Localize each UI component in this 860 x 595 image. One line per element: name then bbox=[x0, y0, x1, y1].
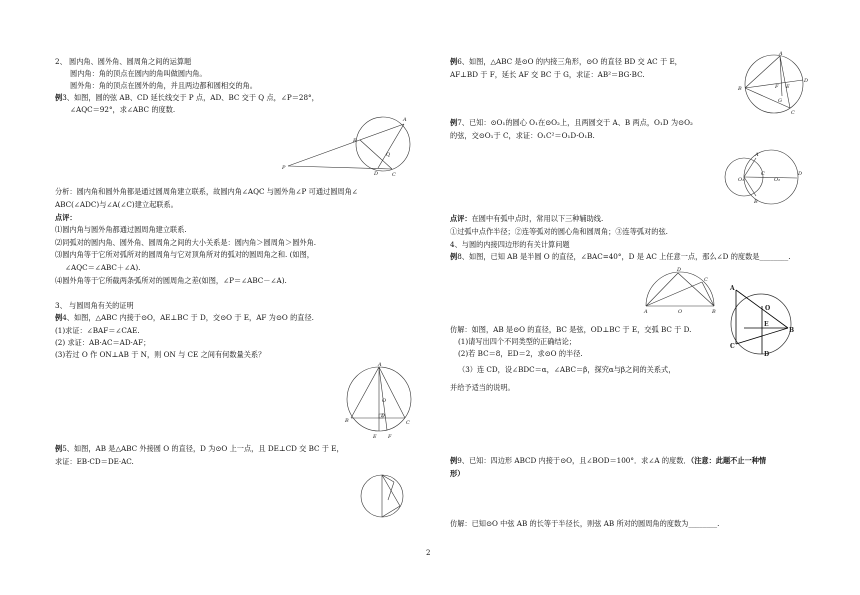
fig4-label-c: C bbox=[406, 420, 410, 426]
example9-line1: 例9、已知：四边形 ABCD 内接于⊙O，且∠BOD＝100°．求∠A 的度数．（注意：此题不止一种情 bbox=[450, 456, 767, 465]
analysis-line2: ABC(∠ADC)与∠A(∠C)建立起联系。 bbox=[55, 200, 178, 209]
fig8a-label-a: A bbox=[644, 309, 648, 315]
fig8a-label-c: C bbox=[704, 277, 708, 283]
example8-followup-3: (2)若 BC＝8，ED＝2，求⊙O 的半径. bbox=[458, 349, 583, 358]
fig8a-label-b: B bbox=[712, 309, 716, 315]
fig7-label-d: D bbox=[798, 171, 803, 177]
example5-line2: 求证：EB·CD＝DE·AC. bbox=[55, 457, 134, 466]
remark-left-2: ⑵同弧对的圆内角、圆外角、圆周角之间的大小关系是：圆内角＞圆周角＞圆外角. bbox=[55, 238, 317, 247]
definition-inner-angle: 圆内角：角的顶点在圆内的角叫做圆内角。 bbox=[70, 69, 207, 78]
example3-label: 例 bbox=[55, 93, 63, 102]
fig8b-label-e: E bbox=[764, 321, 769, 328]
remark-title-right: 点评： bbox=[450, 214, 472, 223]
example9-label: 例 bbox=[450, 456, 458, 465]
remark-left-1: ⑴圆内角与圆外角都通过圆周角建立联系. bbox=[55, 225, 187, 234]
fig3-label-b: B bbox=[353, 138, 357, 144]
example8-followup-1: 仿解：如图，AB 是⊙O 的直径，BC 是弦，OD⊥BC 于 E，交弧 BC 于 D. bbox=[450, 325, 692, 334]
fig8b-label-c: C bbox=[730, 343, 735, 350]
fig7-label-b: B bbox=[754, 199, 758, 205]
fig4-label-a: A bbox=[378, 362, 382, 368]
figure-example4 bbox=[342, 362, 414, 440]
fig3-label-a: A bbox=[403, 117, 407, 123]
fig3-label-q: Q bbox=[386, 152, 391, 158]
example8-label: 例 bbox=[450, 252, 458, 261]
example5-label: 例 bbox=[55, 444, 63, 453]
figure-example6 bbox=[734, 50, 810, 116]
remark-right-2: ①过弧中点作半径；②连等弧对的圆心角和圆周角；③连等弧对的弦. bbox=[450, 227, 668, 236]
fig4-label-f: F bbox=[388, 434, 392, 440]
fig8b-label-o: O bbox=[765, 305, 771, 312]
example5-line1: 例5、如图，AB 是△ABC 外接圆 O 的直径，D 为⊙O 上一点，且 DE⊥CD 交 BC 于 E， bbox=[55, 444, 344, 453]
example7-label: 例 bbox=[450, 118, 458, 127]
example8-line1: 例8、如图，已知 AB 是半圆 O 的直径，∠BAC=40°，D 是 AC 上任意一点，那么∠D 的度数是________. bbox=[450, 252, 791, 261]
figure-example8-circle bbox=[728, 282, 798, 358]
example6-label: 例 bbox=[450, 57, 458, 66]
fig8b-label-a: A bbox=[730, 285, 735, 292]
remark-title-left: 点评： bbox=[55, 213, 77, 222]
remark-left-4: ⑷圆外角等于它所截两条弧所对的圆周角之差(如图，∠P＝∠ABC－∠A). bbox=[55, 276, 287, 285]
fig6-label-c: C bbox=[791, 110, 795, 116]
fig3-label-p: P bbox=[282, 165, 286, 171]
fig4-label-o: O bbox=[382, 398, 387, 404]
example4-q3: (3)若过 O 作 ON⊥AB 于 N，则 ON 与 CE 之间有何数量关系？ bbox=[55, 350, 266, 359]
remark-left-3: ⑶圆内角等于它所对弧所对的圆周角与它对顶角所对的弧对的圆周角之和. (如图， bbox=[55, 250, 314, 259]
example6-line2: AF⊥BD 于 F，延长 AF 交 BC 于 G，求证：AB²＝BG·BC. bbox=[450, 70, 645, 79]
fig8b-label-b: B bbox=[789, 327, 795, 334]
figure-example3 bbox=[282, 112, 417, 182]
fig6-label-b: B bbox=[738, 86, 742, 92]
fig7-label-o1: O₁ bbox=[738, 177, 745, 183]
page-number: 2 bbox=[426, 549, 431, 557]
section3-title: 3、 与圆周角有关的证明 bbox=[55, 301, 134, 310]
fig6-label-a: A bbox=[779, 51, 783, 57]
fig7-label-c: C bbox=[761, 171, 765, 177]
figure-example5 bbox=[358, 470, 408, 520]
fig4-label-e: E bbox=[373, 434, 377, 440]
example4-line1: 例4、如图，△ABC 内接于⊙O，AE⊥BC 于 D，交⊙O 于 E，AF 为⊙O 的直径. bbox=[55, 313, 314, 322]
fig7-label-a: A bbox=[755, 152, 759, 158]
example4-label: 例 bbox=[55, 313, 63, 322]
figure-example7 bbox=[724, 148, 810, 206]
fig4-label-b: B bbox=[345, 418, 349, 424]
example4-q1: (1)求证：∠BAF＝∠CAE. bbox=[55, 326, 140, 335]
figure-example8-semicircle bbox=[640, 266, 718, 314]
fig4-label-d: D bbox=[381, 413, 386, 419]
section4-title: 4、与圆的内接四边形的有关计算问题 bbox=[450, 240, 570, 249]
example3-line1: 例3、如图，圆的弦 AB、CD 延长线交于 P 点，AD、BC 交于 Q 点，∠P＝28°， bbox=[55, 93, 319, 102]
fig6-label-g: G bbox=[778, 98, 782, 104]
analysis-line1: 分析：圆内角和圆外角都是通过圆周角建立联系，故圆内角∠AQC 与圆外角∠P 可通过圆周角∠ bbox=[55, 187, 358, 196]
example6-line1: 例6、如图，△ABC 是⊙O 的内接三角形，⊙O 的直径 BD 交 AC 于 E， bbox=[450, 57, 682, 66]
fig3-label-d: D bbox=[374, 171, 379, 177]
example9-note: （注意：此题不止一种情 bbox=[690, 456, 767, 465]
example7-line2: 的弦，交⊙O₁于 C，求证：O₁C²＝O₁D·O₁B. bbox=[450, 131, 595, 140]
fig8a-label-o: O bbox=[678, 309, 683, 315]
example9-note2: 形） bbox=[450, 469, 465, 478]
fig6-label-d: D bbox=[804, 78, 809, 84]
example4-q2: (2) 求证：AB·AC＝AD·AF； bbox=[55, 338, 151, 347]
example8-followup-2: (1)请写出四个不同类型的正确结论； bbox=[458, 337, 576, 346]
fig6-label-e: E bbox=[786, 84, 790, 90]
fig3-label-c: C bbox=[392, 172, 396, 178]
example9-followup: 仿解：已知⊙O 中弦 AB 的长等于半径长，则弦 AB 所对的圆周角的度数为________. bbox=[450, 519, 720, 528]
fig6-label-f: F bbox=[775, 84, 779, 90]
section2-title: 2、 圆内角、圆外角、圆周角之间的运算题 bbox=[55, 57, 192, 66]
fig8b-label-d: D bbox=[764, 351, 770, 358]
fig7-label-o2: O₂ bbox=[774, 177, 781, 183]
example8-followup-4: （3）连 CD，设∠BDC＝α，∠ABC＝β，探究α与β之间的关系式， bbox=[458, 365, 676, 374]
fig8a-label-d: D bbox=[677, 267, 682, 273]
remark-right-line1: 点评：在圆中有弧中点时，常用以下三种辅助线. bbox=[450, 214, 604, 223]
example7-line1: 例7、已知：⊙O₁的圆心 O₁在⊙O₂上，且两圆交于 A、B 两点，O₁D 为⊙O₂ bbox=[450, 118, 693, 127]
example3-line2: ∠AQC＝92°，求∠ABC 的度数. bbox=[70, 105, 176, 114]
remark-left-3b: ∠AQC＝∠ABC＋∠A). bbox=[65, 263, 141, 272]
definition-outer-angle: 圆外角：角的顶点在圆外的角，并且两边都和圆相交的角。 bbox=[70, 81, 257, 90]
example8-followup-5: 并给予适当的说明。 bbox=[450, 383, 515, 392]
